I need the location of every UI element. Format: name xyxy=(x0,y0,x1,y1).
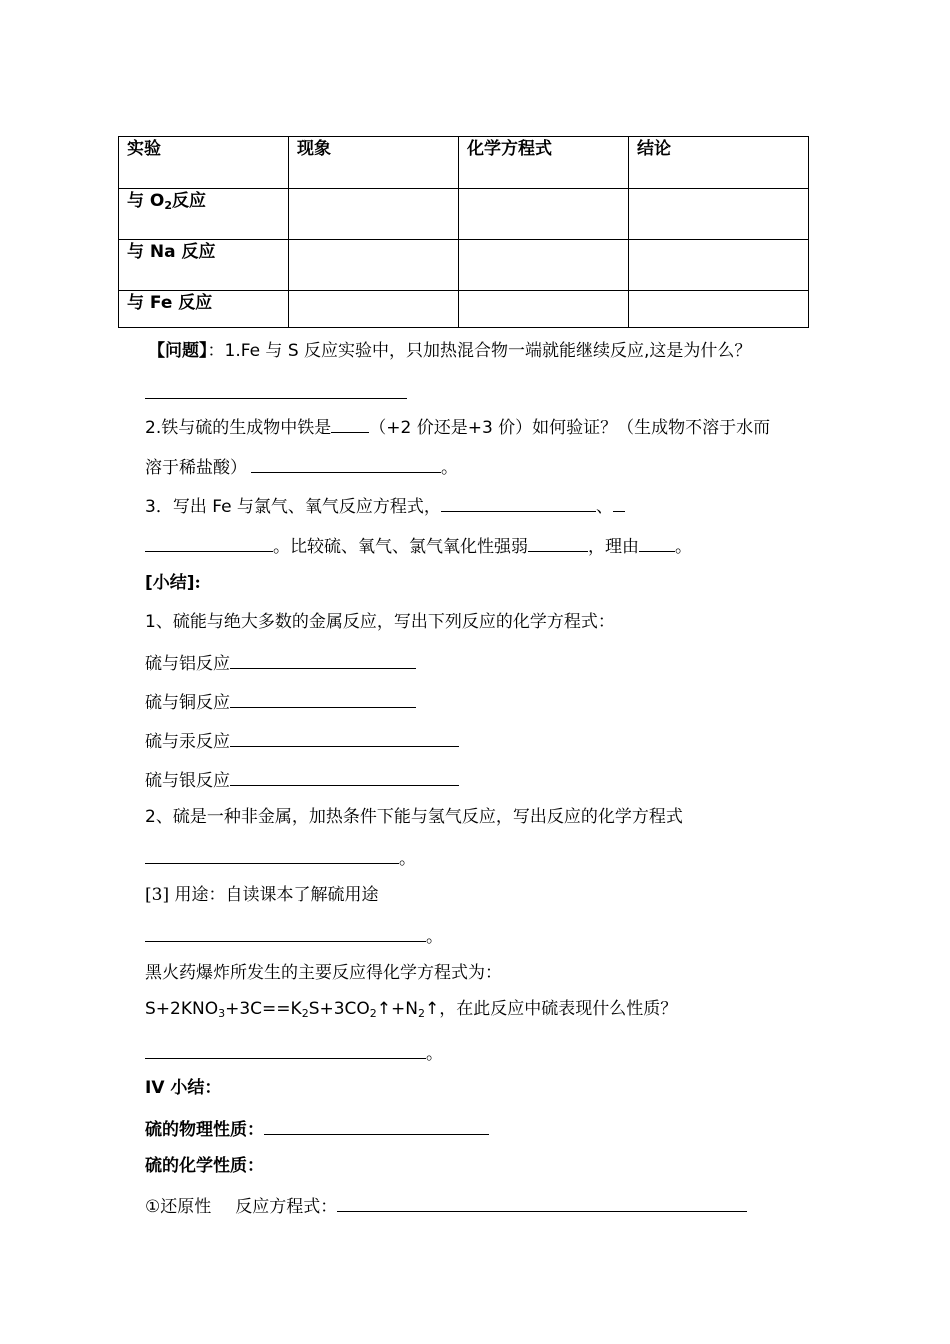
table-cell xyxy=(289,291,459,328)
final-summary-heading: IV 小结： xyxy=(145,1078,222,1098)
reaction-line-mercury xyxy=(145,728,459,753)
physical-properties-label: 硫的物理性质： xyxy=(145,1120,264,1140)
answer-blank[interactable] xyxy=(251,454,441,473)
question-1-text: ：1.Fe 与 S 反应实验中，只加热混合物一端就能继续反应,这是为什么？ xyxy=(207,341,752,361)
table-row xyxy=(119,189,809,240)
question-3-text: 。比较硫、氧气、氯气氧化性强弱 xyxy=(273,537,528,557)
summary-item-2: 2、硫是一种非金属，加热条件下能与氢气反应，写出反应的化学方程式 xyxy=(145,807,683,827)
gunpowder-equation: $S+2KNO_3+3C==K_2S+3CO_2↑+N_2↑$ xyxy=(145,999,440,1020)
reaction-line-copper xyxy=(145,689,416,714)
answer-blank[interactable] xyxy=(230,728,459,747)
table-header-cell: 现象 xyxy=(289,137,459,189)
punctuation: 。 xyxy=(426,1044,443,1064)
question-heading: 【问题】 xyxy=(148,341,208,361)
question-2-line-1 xyxy=(145,414,770,439)
reaction-label: 硫与汞反应 xyxy=(145,732,230,752)
table-cell xyxy=(289,240,459,291)
table-cell xyxy=(459,240,629,291)
answer-line-gunpowder xyxy=(145,1040,443,1065)
reducing-property-line xyxy=(145,1193,747,1218)
answer-blank[interactable] xyxy=(441,493,596,512)
answer-blank[interactable] xyxy=(337,1193,747,1212)
answer-blank[interactable] xyxy=(230,650,416,669)
question-1 xyxy=(148,340,751,362)
answer-blank[interactable] xyxy=(145,533,273,552)
question-3-text: 3．写出 Fe 与氯气、氧气反应方程式， xyxy=(145,497,441,517)
table-header-cell: 化学方程式 xyxy=(459,137,629,189)
answer-line-q1 xyxy=(145,380,407,405)
answer-blank[interactable] xyxy=(145,845,399,864)
question-2-text: （+2 价还是+3 价）如何验证？（生成物不溶于水而 xyxy=(369,418,771,438)
punctuation: 。 xyxy=(675,537,692,557)
answer-blank[interactable] xyxy=(230,767,459,786)
reaction-line-aluminum xyxy=(145,650,416,675)
uses-line xyxy=(145,884,379,906)
table-header-cell: 实验 xyxy=(119,137,289,189)
answer-line-uses xyxy=(145,923,443,948)
punctuation: 、 xyxy=(595,497,613,517)
table-cell xyxy=(459,291,629,328)
table-cell xyxy=(629,189,809,240)
punctuation: 。 xyxy=(426,927,443,947)
gunpowder-equation-line xyxy=(145,998,677,1025)
uses-heading: [3] xyxy=(145,885,170,905)
summary-item-1: 1、硫能与绝大多数的金属反应，写出下列反应的化学方程式： xyxy=(145,612,615,632)
answer-line-item2 xyxy=(145,845,416,870)
reaction-label: 硫与铝反应 xyxy=(145,654,230,674)
row-label-o2: 与 $O_2$反应 xyxy=(119,189,289,240)
punctuation: 。 xyxy=(399,849,416,869)
reaction-line-silver xyxy=(145,767,459,792)
table-cell xyxy=(629,240,809,291)
circled-number: ① xyxy=(145,1197,161,1217)
question-3-line-2 xyxy=(145,533,692,558)
reaction-label: 硫与银反应 xyxy=(145,771,230,791)
table-cell xyxy=(629,291,809,328)
gunpowder-line: 黑火药爆炸所发生的主要反应得化学方程式为： xyxy=(145,963,502,983)
table-cell xyxy=(459,189,629,240)
chemical-properties-label: 硫的化学性质： xyxy=(145,1156,264,1176)
question-3-line-1 xyxy=(145,493,625,518)
experiment-table xyxy=(118,136,809,328)
table-header-row xyxy=(119,137,809,189)
question-2-line-2 xyxy=(145,454,458,479)
summary-heading-text: [小结] xyxy=(145,573,195,593)
table-header-cell: 结论 xyxy=(629,137,809,189)
table-row xyxy=(119,240,809,291)
answer-blank[interactable] xyxy=(639,533,675,552)
answer-blank[interactable] xyxy=(528,533,588,552)
answer-blank[interactable] xyxy=(613,493,625,512)
answer-blank[interactable] xyxy=(264,1116,489,1135)
question-2-text: 2.铁与硫的生成物中铁是 xyxy=(145,418,332,438)
equation-label: 反应方程式： xyxy=(235,1197,338,1217)
punctuation: 。 xyxy=(441,458,458,478)
reaction-label: 硫与铜反应 xyxy=(145,693,230,713)
answer-blank[interactable] xyxy=(145,1040,426,1059)
answer-blank[interactable] xyxy=(145,923,426,942)
question-2-text: 溶于稀盐酸） xyxy=(145,458,247,478)
table-row xyxy=(119,291,809,328)
question-text: ，在此反应中硫表现什么性质？ xyxy=(439,999,678,1019)
answer-blank[interactable] xyxy=(145,380,407,399)
reducing-label: 还原性 xyxy=(160,1197,212,1217)
punctuation: : xyxy=(194,573,201,593)
summary-heading xyxy=(145,572,201,594)
table-cell xyxy=(289,189,459,240)
question-3-text: ，理由 xyxy=(588,537,639,557)
answer-blank[interactable] xyxy=(230,689,416,708)
row-label-na: 与 Na 反应 xyxy=(119,240,289,291)
physical-properties-line xyxy=(145,1116,489,1141)
uses-text: 用途：自读课本了解硫用途 xyxy=(174,885,379,905)
answer-blank[interactable] xyxy=(331,414,369,433)
row-label-fe: 与 Fe 反应 xyxy=(119,291,289,328)
